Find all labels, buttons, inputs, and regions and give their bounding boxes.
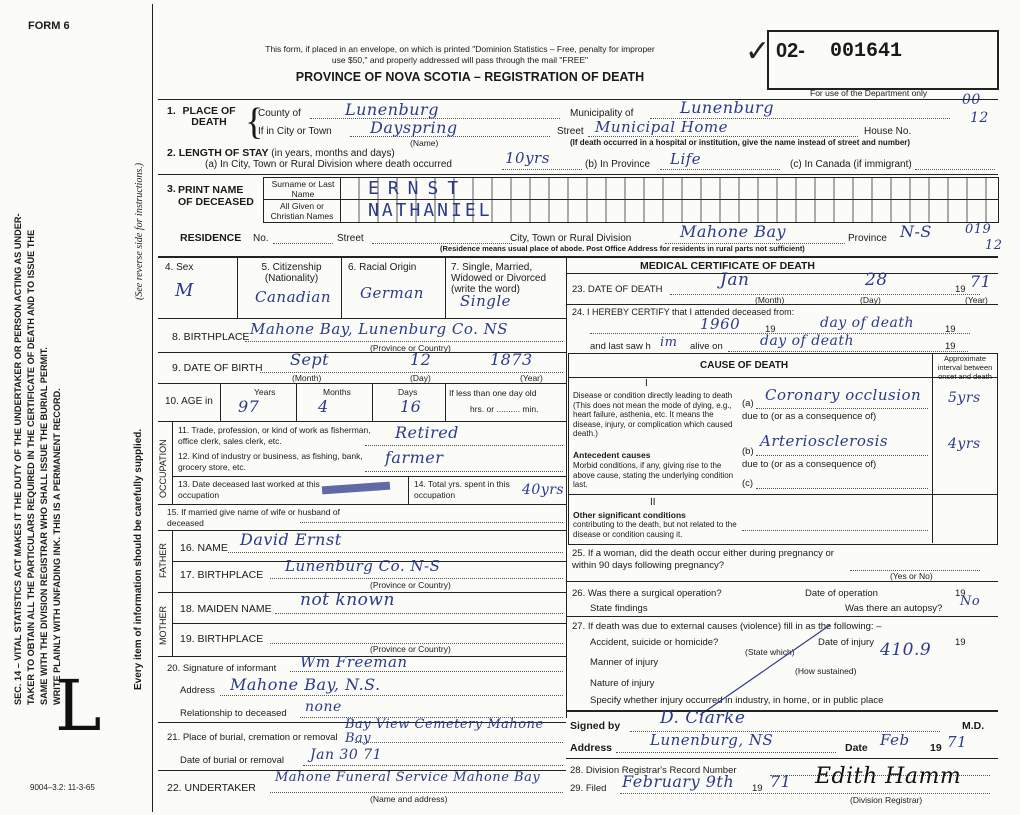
stay-b-label: (b) In Province <box>585 159 651 170</box>
racial-value: German <box>360 284 424 302</box>
manner-label: Manner of injury <box>590 657 659 668</box>
name-note: (Name) <box>410 138 439 148</box>
deceased-name-label: PRINT NAME OF DECEASED <box>178 184 254 208</box>
hospital-note: (If death occurred in a hospital or institution, give the name instead of street and number) <box>570 138 911 147</box>
age-label: 10. AGE in <box>165 396 213 407</box>
surgery-question: 26. Was there a surgical operation? <box>572 588 722 599</box>
mother-side-label: MOTHER <box>158 606 168 645</box>
age-days-label: Days <box>398 387 418 397</box>
attended-from: 1960 <box>700 315 741 333</box>
surname-label: Surname or Last Name <box>271 179 335 199</box>
county-label: County of <box>258 108 301 119</box>
other-conditions-desc: contributing to the death, but not related to the disease or condition causing it. <box>573 520 737 539</box>
mother-birthplace-label: 19. BIRTHPLACE <box>180 633 264 645</box>
city-value: Dayspring <box>370 118 458 137</box>
part-two-label: II <box>650 497 656 508</box>
how-sustained-note: (How sustained) <box>795 666 857 676</box>
age-years-value: 97 <box>238 397 260 416</box>
dob-label: 9. DATE OF BIRTH <box>172 362 263 374</box>
cert-date-value: Feb <box>880 731 910 749</box>
due-to-b: due to (or as a consequence of) <box>742 459 877 470</box>
interval-b-value: 4yrs <box>948 436 981 452</box>
alive-on-value: day of death <box>760 333 854 349</box>
age-months-label: Months <box>323 387 351 397</box>
medical-title: MEDICAL CERTIFICATE OF DEATH <box>640 260 815 272</box>
stay-b-value: Life <box>670 150 702 168</box>
date-of-operation-label: Date of operation <box>805 588 878 599</box>
informant-rel-value: none <box>305 699 342 715</box>
informant-rel-label: Relationship to deceased <box>180 708 287 719</box>
spouse-label: 15. If married give name of wife or husband of deceased <box>167 507 340 528</box>
left-margin-rule <box>152 4 153 812</box>
residence-province-value: N-S <box>900 222 932 241</box>
part-one-label: I <box>645 378 648 389</box>
informant-addr-label: Address <box>180 685 215 696</box>
stay-c-label: (c) In Canada (if immigrant) <box>790 159 912 170</box>
name-number: 3. <box>167 183 176 195</box>
info-note: Every item of information should be carefully supplied. <box>133 428 144 690</box>
external-causes-label: 27. If death was due to external causes (violence) fill in as the following: – <box>572 621 882 632</box>
signed-by-label: Signed by <box>570 720 621 732</box>
dob-month-note: (Month) <box>292 373 322 383</box>
father-birthplace-value: Lunenburg Co. N-S <box>285 557 441 575</box>
attended-nineteen: 19 <box>765 324 776 335</box>
death-date-label: 23. DATE OF DEATH <box>572 284 663 295</box>
form-number: FORM 6 <box>28 20 70 32</box>
statute-note: SEC. 14 – VITAL STATISTICS ACT MAKES IT THE DUTY OF THE UNDERTAKER OR PERSON ACTING AS UNDER- TAKER TO OBTAIN ALL THE PARTICULARS REQUIRED IN THE CERTIFICATE OF DEATH AND TO ISSUE THE SAME WITH THE DIVISION REGISTRAR WHO SHALL ISSUE THE BURIAL PERMIT. WRITE PLAINLY WITH UNFADING INK. THIS IS A PERMANENT RECORD. <box>13 213 62 705</box>
undertaker-value: Mahone Funeral Service Mahone Bay <box>275 770 541 785</box>
state-which-note: (State which) <box>745 647 795 657</box>
street-label: Street <box>557 126 584 137</box>
last-saw-label: and last saw h <box>590 341 651 352</box>
brace: { <box>245 101 264 143</box>
specify-label: Specify whether injury occurred in industry, in home, or in public place <box>590 695 884 706</box>
residence-street-label: Street <box>337 233 364 244</box>
last-worked-scribble <box>322 482 390 495</box>
residence-city-value: Mahone Bay <box>680 222 787 241</box>
undertaker-label: 22. UNDERTAKER <box>167 782 256 794</box>
certify-text: 24. I HEREBY CERTIFY that I attended deceased from: <box>572 307 795 317</box>
page-title: PROVINCE OF NOVA SCOTIA – REGISTRATION OF DEATH <box>295 70 645 84</box>
birthplace-prov-note: (Province or Country) <box>370 343 451 353</box>
cert-year-value: 71 <box>947 733 968 751</box>
cert-nineteen: 19 <box>930 742 942 754</box>
surname-value: ERNST <box>368 178 468 199</box>
autopsy-question: Was there an autopsy? <box>845 603 943 614</box>
municipality-value: Lunenburg <box>680 98 774 117</box>
county-value: Lunenburg <box>345 100 439 119</box>
cause-c-label: (c) <box>742 478 754 489</box>
signed-by-value: D. Clarke <box>660 708 746 728</box>
filed-date-value: February 9th <box>622 772 735 791</box>
undertaker-note: (Name and address) <box>370 794 448 804</box>
filed-nineteen: 19 <box>752 783 763 794</box>
stay-a-label: (a) In City, Town or Rural Division where death occurred <box>205 159 452 170</box>
column-divider <box>566 256 567 718</box>
icd-code: 410.9 <box>880 640 932 660</box>
date-of-injury-label: Date of injury <box>818 637 874 648</box>
father-name-value: David Ernst <box>240 530 342 549</box>
father-name-label: 16. NAME <box>180 542 228 554</box>
death-year: 71 <box>970 272 992 291</box>
age-years-label: Years <box>254 387 276 397</box>
md-label: M.D. <box>962 720 985 732</box>
dob-year: 1873 <box>490 350 533 369</box>
residence-code: 019 <box>965 222 992 237</box>
attended-to: day of death <box>820 315 914 331</box>
mother-maiden-value: not known <box>300 590 395 610</box>
rule <box>158 256 998 258</box>
operation-nineteen: 19 <box>955 588 966 599</box>
residence-province-label: Province <box>848 233 887 244</box>
state-findings-label: State findings <box>590 603 648 614</box>
cert-date-label: Date <box>845 742 868 754</box>
residence-city-label: City, Town or Rural Division <box>510 233 632 244</box>
antecedent-desc: Morbid conditions, if any, giving rise to the above cause, stating the underlying condition last. <box>573 461 734 489</box>
given-names-label: All Given or Christian Names <box>270 201 334 221</box>
residence-code-2: 12 <box>985 238 1003 253</box>
record-number-label: 28. Division Registrar's Record Number <box>570 765 737 776</box>
place-of-death-label: PLACE OF DEATH <box>182 105 236 128</box>
birthplace-value: Mahone Bay, Lunenburg Co. NS <box>250 320 509 338</box>
place-label: 1. <box>167 105 176 117</box>
dob-day-note: (Day) <box>410 373 431 383</box>
industry-value: farmer <box>385 448 444 467</box>
dept-code-1: 00 <box>962 92 981 108</box>
given-names-value: NATHANIEL <box>368 200 493 221</box>
father-side-label: FATHER <box>158 543 168 578</box>
occupation-side-label: OCCUPATION <box>158 439 168 498</box>
father-bp-note: (Province or Country) <box>370 580 451 590</box>
residence-no-label: No. <box>253 233 269 244</box>
antecedent-title: Antecedent causes <box>573 450 651 460</box>
mother-maiden-label: 18. MAIDEN NAME <box>180 603 272 615</box>
marital-label: 7. Single, Married, Widowed or Divorced (write the word) <box>451 262 547 295</box>
cause-title: CAUSE OF DEATH <box>700 360 789 371</box>
reg-number: 001641 <box>830 40 903 63</box>
city-label: If in City or Town <box>258 126 332 137</box>
diagonal-strike <box>690 620 840 720</box>
dob-year-note: (Year) <box>520 373 543 383</box>
death-year-note: (Year) <box>965 295 988 305</box>
cause-b-label: (b) <box>742 446 754 457</box>
death-month-note: (Month) <box>755 295 785 305</box>
yes-no-note: (Yes or No) <box>890 571 933 581</box>
cert-address-value: Lunenburg, NS <box>650 731 774 749</box>
burial-place-label: 21. Place of burial, cremation or removal <box>167 732 338 743</box>
racial-label: 6. Racial Origin <box>348 262 417 273</box>
stay-a-value: 10yrs <box>505 149 550 167</box>
dob-month: Sept <box>290 350 330 369</box>
age-months-value: 4 <box>318 397 329 416</box>
cert-address-label: Address <box>570 742 613 754</box>
citizenship-label: 5. Citizenship (Nationality) <box>261 262 322 284</box>
citizenship-value: Canadian <box>255 288 332 306</box>
rule <box>158 174 998 175</box>
burial-date-value: Jan 30 71 <box>310 747 383 763</box>
reg-number-prefix: 02- <box>776 40 805 62</box>
burial-date-label: Date of burial or removal <box>180 755 285 766</box>
last-worked-label: 13. Date deceased last worked at this occupation <box>178 479 320 500</box>
accident-question: Accident, suicide or homicide? <box>590 637 719 648</box>
direct-cause-desc: Disease or condition directly leading to death (This does not mean the mode of dying, e.g., heart failure, asthenia, etc. It means the disease, injury, or complication which caused death.) <box>573 391 733 438</box>
informant-sig-value: Wm Freeman <box>300 653 408 671</box>
hrs-min-note: hrs. or .......... min. <box>470 404 539 414</box>
death-nineteen: 19 <box>955 284 966 295</box>
cause-a-label: (a) <box>742 398 754 409</box>
industry-label: 12. Kind of industry or business, as fishing, bank, grocery store, etc. <box>178 451 363 472</box>
alive-on-label: alive on <box>690 341 723 352</box>
sex-value: M <box>175 280 194 301</box>
other-conditions-title: Other significant conditions <box>573 510 686 520</box>
mother-bp-note: (Province or Country) <box>370 644 451 654</box>
attended-to-nineteen: 19 <box>945 324 956 335</box>
reverse-note: (See reverse side for instructions.) <box>134 162 145 300</box>
registrar-signature: Edith Hamm <box>815 764 962 789</box>
informant-sig-label: 20. Signature of informant <box>167 663 277 674</box>
interval-header: Approximate interval between onset and death <box>937 354 993 381</box>
municipality-label: Municipality of <box>570 108 634 119</box>
sex-label: 4. Sex <box>165 262 194 273</box>
street-value: Municipal Home <box>595 118 728 136</box>
due-to-a: due to (or as a consequence of) <box>742 411 877 422</box>
father-birthplace-label: 17. BIRTHPLACE <box>180 569 264 581</box>
informant-addr-value: Mahone Bay, N.S. <box>230 675 381 694</box>
cause-a-value: Coronary occlusion <box>765 386 922 404</box>
form-code: 9004–3.2: 11-3-65 <box>30 783 95 792</box>
filed-label: 29. Filed <box>570 783 607 794</box>
death-month: Jan <box>720 270 750 290</box>
pregnancy-question: 25. If a woman, did the death occur either during pregnancy or within 90 days following pregnancy? <box>572 548 834 571</box>
less-than-day-note: If less than one day old <box>449 388 537 398</box>
envelope-note: This form, if placed in an envelope, on which is printed "Dominion Statistics – Free, penalty for improper use $50," and properly addressed will pass through the mail "FREE" <box>265 44 655 65</box>
age-days-value: 16 <box>400 397 422 416</box>
alive-nineteen: 19 <box>945 341 956 352</box>
trade-label: 11. Trade, profession, or kind of work as fisherman, office clerk, sales clerk, etc. <box>178 425 371 446</box>
check-mark: ✓ <box>745 35 771 68</box>
trade-value: Retired <box>395 423 459 442</box>
filed-year-value: 71 <box>770 772 792 791</box>
house-label: House No. <box>864 126 912 137</box>
dob-day: 12 <box>410 350 432 369</box>
death-day-note: (Day) <box>860 295 881 305</box>
nature-label: Nature of injury <box>590 678 655 689</box>
interval-a-value: 5yrs <box>948 390 981 406</box>
dept-code-2: 12 <box>970 110 989 126</box>
dept-use-note: For use of the Department only <box>810 88 928 98</box>
autopsy-value: No <box>960 594 981 609</box>
margin-initial-mark: L <box>55 665 102 747</box>
last-saw-value: im <box>660 335 678 350</box>
residence-label: RESIDENCE <box>180 232 242 244</box>
burial-place-value: Bay View Cemetery Mahone Bay <box>345 717 544 746</box>
total-years-label: 14. Total yrs. spent in this occupation <box>414 479 510 500</box>
marital-value: Single <box>460 292 512 310</box>
rule <box>158 99 998 100</box>
death-day: 28 <box>865 270 888 290</box>
division-registrar-note: (Division Registrar) <box>850 795 923 805</box>
residence-note: (Residence means usual place of abode. Post Office Address for residents in rural parts not sufficient) <box>440 244 805 253</box>
cause-b-value: Arteriosclerosis <box>760 432 889 450</box>
stay-label: 2. LENGTH OF STAY (in years, months and days) <box>167 147 395 159</box>
injury-nineteen: 19 <box>955 637 966 648</box>
birthplace-label: 8. BIRTHPLACE <box>172 331 250 343</box>
total-years-value: 40yrs <box>522 482 565 498</box>
